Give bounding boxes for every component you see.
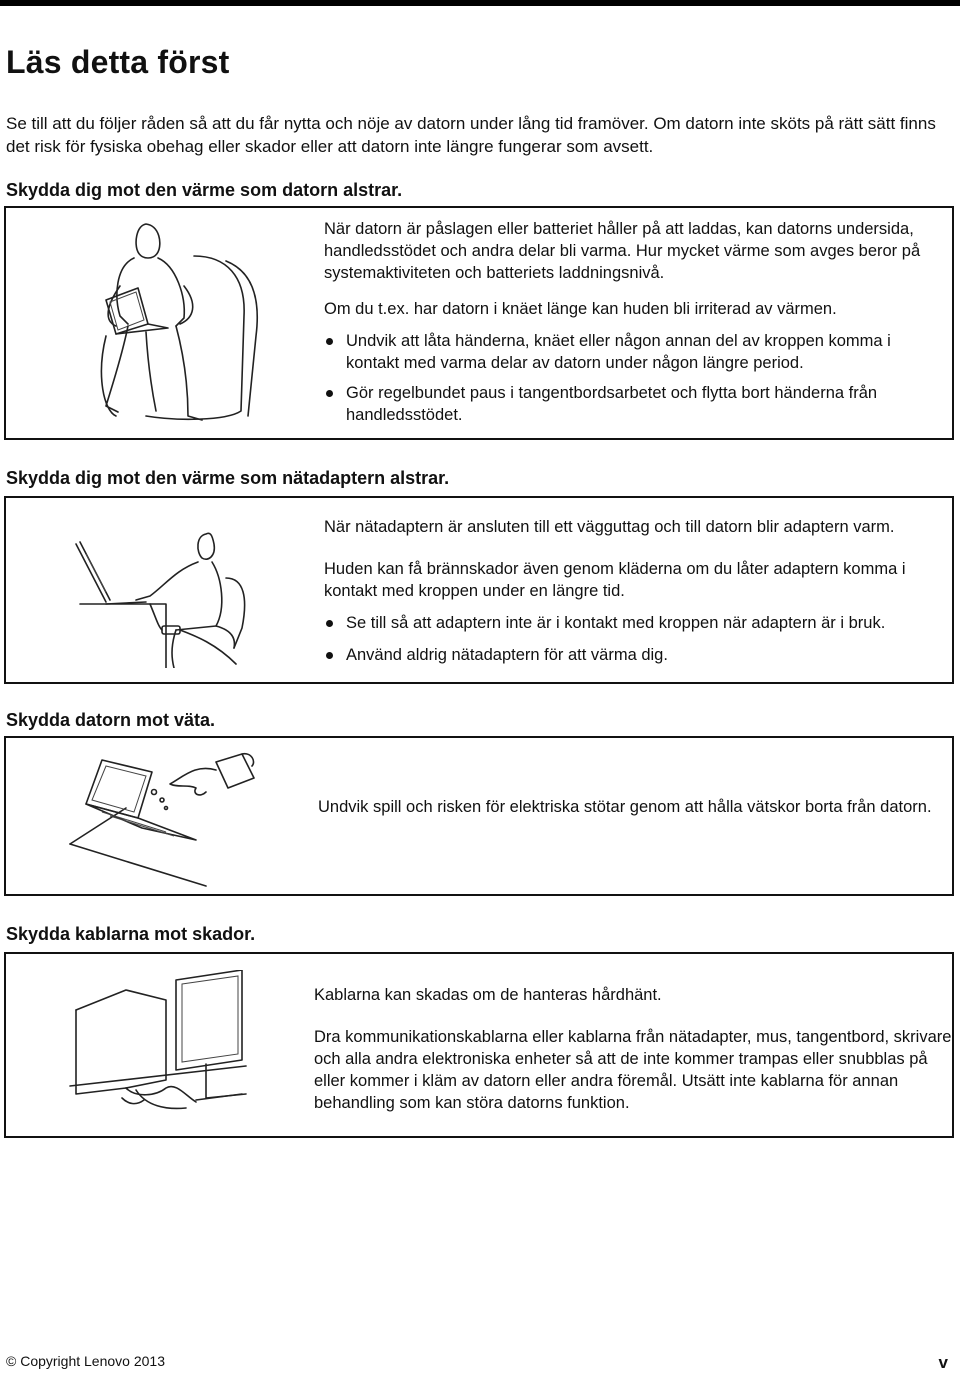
paragraph: Om du t.ex. har datorn i knäet länge kan huden bli irriterad av värmen. (324, 300, 837, 318)
paragraph: Dra kommunikationskablarna eller kablarna från nätadapter, mus, tangentbord, skrivare och alla andra elektroniska enheter så att de inte kommer trampas eller snubblas på eller kommer i kläm av datorn eller andra föremål. Utsätt inte kablarna för annan behandling som kan störa datorns funktion. (314, 1028, 952, 1112)
bullet-icon (326, 390, 333, 397)
list-item-text: Gör regelbundet paus i tangentbordsarbetet och flytta bort händerna från handledsstödet. (346, 384, 878, 424)
bullet-icon (326, 652, 333, 659)
list-item (324, 612, 944, 634)
page-title: Läs detta först (6, 44, 230, 80)
paragraph: Huden kan få brännskador även genom kläderna om du låter adaptern komma i kontakt med kroppen under en längre tid. (324, 560, 906, 600)
section-box-cables (4, 952, 954, 1138)
section-text-heat-adapter (324, 516, 944, 666)
person-laptop-lap-illustration (76, 216, 276, 434)
bullet-icon (326, 620, 333, 627)
section-text-liquids (318, 796, 948, 818)
laptop-liquid-spill-illustration (66, 748, 266, 888)
top-rule (0, 0, 960, 6)
list-item-text: Se till så att adaptern inte är i kontakt med kroppen när adaptern är i bruk. (346, 614, 886, 632)
paragraph: Kablarna kan skadas om de hanteras hårdhänt. (314, 986, 662, 1004)
person-at-desk-adapter-illustration (66, 518, 256, 668)
paragraph: Undvik spill och risken för elektriska stötar genom att hålla vätskor borta från datorn. (318, 798, 932, 816)
bullet-list (324, 612, 944, 666)
cables-on-floor-illustration (66, 970, 256, 1120)
copyright-notice: © Copyright Lenovo 2013 (6, 1353, 165, 1369)
paragraph: När nätadaptern är ansluten till ett vägguttag och till datorn blir adaptern varm. (324, 518, 895, 536)
section-text-heat-computer (324, 218, 944, 426)
bullet-list (324, 330, 944, 426)
section-heading-liquids: Skydda datorn mot väta. (6, 710, 216, 730)
section-heading-heat-adapter: Skydda dig mot den värme som nätadaptern alstrar. (6, 468, 450, 488)
list-item (324, 644, 944, 666)
list-item-text: Undvik att låta händerna, knäet eller någon annan del av kroppen komma i kontakt med varma delar av datorn under någon längre period. (346, 332, 891, 372)
intro-paragraph: Se till att du följer råden så att du får nytta och nöje av datorn under lång tid framöver. Om datorn inte sköts på rätt sätt finns det risk för fysiska obehag eller skador eller att datorn inte längre fungerar som avsett. (6, 114, 936, 156)
section-text-cables (314, 984, 954, 1114)
page-number: v (938, 1353, 948, 1372)
list-item-text: Använd aldrig nätadaptern för att värma dig. (346, 646, 668, 664)
bullet-icon (326, 338, 333, 345)
section-heading-heat-computer: Skydda dig mot den värme som datorn alstrar. (6, 180, 403, 200)
section-box-heat-computer (4, 206, 954, 440)
section-box-heat-adapter (4, 496, 954, 684)
list-item (324, 382, 944, 426)
list-item (324, 330, 944, 374)
section-box-liquids (4, 736, 954, 896)
section-heading-cables: Skydda kablarna mot skador. (6, 924, 256, 944)
paragraph: När datorn är påslagen eller batteriet håller på att laddas, kan datorns undersida, handledsstödet och andra delar bli varma. Hur mycket värme som avges beror på systemaktiviteten och batteriets laddningsnivå. (324, 220, 921, 282)
